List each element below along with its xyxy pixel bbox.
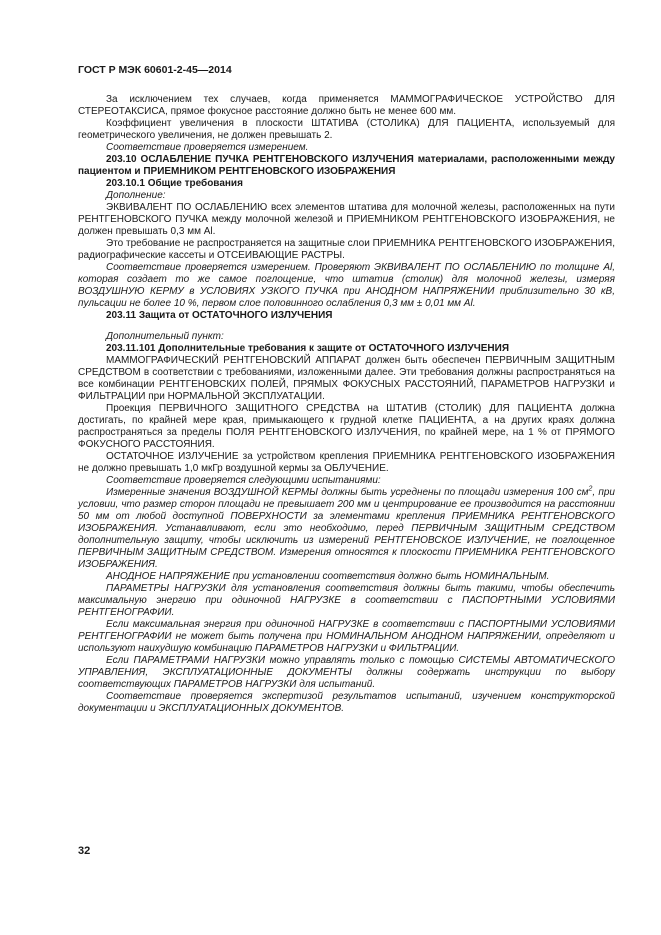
addition-label: Дополнение: [106, 190, 166, 201]
paragraph-air-kerma-measurement: Измеренные значения ВОЗДУШНОЙ КЕРМЫ должны быть усреднены по площади измерения 100 $см^2$, при условии, что размер сторон площади не превышает 200 мм и центрирование ее производится на расстоянии 50 мм от любой доступной ПОВЕРХНОСТИ за элементами крепления ПРИЕМНИКА РЕНТГЕНОВСКОГО ИЗОБРАЖЕНИЯ. Устанавливают, если это необходимо, перед ПЕРВИЧНЫМ ЗАЩИТНЫМ СРЕДСТВОМ дополнительную защиту, чтобы исключить из измерений РЕНТГЕНОВСКОЕ ИЗЛУЧЕНИЕ, не поглощенное ПЕРВИЧНЫМ ЗАЩИТНЫМ СРЕДСТВОМ. Измерения относятся к плоскости ПРИЕМНИКА РЕНТГЕНОВСКОГО ИЗОБРАЖЕНИЯ. [78, 485, 615, 570]
paragraph-loading-factors: ПАРАМЕТРЫ НАГРУЗКИ для установления соответствия должны быть такими, чтобы обеспечить максимальную энергию при одиночной НАГРУЗКЕ в соответствии с ПАСПОРТНЫМИ УСЛОВИЯМИ РЕНТГЕНОГРАФИИ. [78, 583, 615, 618]
paragraph-primary-protection: МАММОГРАФИЧЕСКИЙ РЕНТГЕНОВСКИЙ АППАРАТ должен быть обеспечен ПЕРВИЧНЫМ ЗАЩИТНЫМ СРЕДСТВОМ в соответствии с требованиями, изложенными далее. Эти требования должны распространяться на все комбинации РЕНТГЕНОВСКИХ ПОЛЕЙ, ПРЯМЫХ ФОКУСНЫХ РАССТОЯНИЙ, ПАРАМЕТРОВ НАГРУЗКИ и ФИЛЬТРАЦИИ при НОРМАЛЬНОЙ ЭКСПЛУАТАЦИИ. [78, 355, 615, 402]
paragraph-exclusions: Это требование не распространяется на защитные слои ПРИЕМНИКА РЕНТГЕНОВСКОГО ИЗОБРАЖЕНИЯ, радиографические кассеты и ОТСЕИВАЮЩИЕ РАСТРЫ. [78, 238, 615, 261]
section-heading-203-11: 203.11 Защита от ОСТАТОЧНОГО ИЗЛУЧЕНИЯ [106, 310, 333, 321]
paragraph-focal-distance: За исключением тех случаев, когда применяется МАММОГРАФИЧЕСКОЕ УСТРОЙСТВО ДЛЯ СТЕРЕОТАКСИСА, прямое фокусное расстояние должно быть не менее 600 мм. [78, 94, 615, 117]
document-page [78, 64, 615, 715]
document-header: ГОСТ Р МЭК 60601-2-45—2014 [78, 64, 232, 76]
compliance-note: Соответствие проверяется измерением. [106, 142, 309, 153]
paragraph-residual-radiation: ОСТАТОЧНОЕ ИЗЛУЧЕНИЕ за устройством крепления ПРИЕМНИКА РЕНТГЕНОВСКОГО ИЗОБРАЖЕНИЯ не должно превышать 1,0 мкГр воздушной кермы за ОБЛУЧЕНИЕ. [78, 451, 615, 474]
additional-clause-label: Дополнительный пункт: [106, 331, 224, 342]
section-heading-203-10-1: 203.10.1 Общие требования [106, 178, 243, 189]
compliance-tests-intro: Соответствие проверяется следующими испытаниями: [106, 475, 381, 486]
page-number: 32 [78, 845, 91, 857]
compliance-final: Соответствие проверяется экспертизой результатов испытаний, изучением конструкторской документации и ЭКСПЛУАТАЦИОННЫХ ДОКУМЕНТОВ. [78, 691, 615, 714]
paragraph-automatic-control: Если ПАРАМЕТРАМИ НАГРУЗКИ можно управлять только с помощью СИСТЕМЫ АВТОМАТИЧЕСКОГО УПРАВЛЕНИЯ, ЭКСПЛУАТАЦИОННЫЕ ДОКУМЕНТЫ должны содержать инструкции по выбору соответствующих ПАРАМЕТРОВ НАГРУЗКИ для испытаний. [78, 655, 615, 690]
section-heading-203-10: 203.10 ОСЛАБЛЕНИЕ ПУЧКА РЕНТГЕНОВСКОГО ИЗЛУЧЕНИЯ материалами, расположенными между пациентом и ПРИЕМНИКОМ РЕНТГЕНОВСКОГО ИЗОБРАЖЕНИЯ [78, 154, 615, 177]
compliance-attenuation: Соответствие проверяется измерением. Проверяют ЭКВИВАЛЕНТ ПО ОСЛАБЛЕНИЮ по толщине Al, которая создает то же самое поглощение, что штатив (столик) для молочной железы, измеряя ВОЗДУШНУЮ КЕРМУ в УСЛОВИЯХ УЗКОГО ПУЧКА при АНОДНОМ НАПРЯЖЕНИИ приблизительно 30 кВ, пульсации не более 10 %, первом слое половинного ослабления 0,3 мм ± 0,01 мм Al. [78, 262, 615, 309]
paragraph-magnification: Коэффициент увеличения в плоскости ШТАТИВА (СТОЛИКА) ДЛЯ ПАЦИЕНТА, используемый для геометрического увеличения, не должен превышать 2. [78, 118, 615, 141]
section-heading-203-11-101: 203.11.101 Дополнительные требования к защите от ОСТАТОЧНОГО ИЗЛУЧЕНИЯ [106, 343, 510, 354]
paragraph-anode-voltage: АНОДНОЕ НАПРЯЖЕНИЕ при установлении соответствия должно быть НОМИНАЛЬНЫМ. [106, 571, 550, 582]
paragraph-attenuation-equivalent: ЭКВИВАЛЕНТ ПО ОСЛАБЛЕНИЮ всех элементов штатива для молочной железы, расположенных на пути РЕНТГЕНОВСКОГО ПУЧКА между молочной железой и ПРИЕМНИКОМ РЕНТГЕНОВСКОГО ИЗОБРАЖЕНИЯ, не должен превышать 0,3 мм Al. [78, 202, 615, 237]
paragraph-projection: Проекция ПЕРВИЧНОГО ЗАЩИТНОГО СРЕДСТВА на ШТАТИВ (СТОЛИК) ДЛЯ ПАЦИЕНТА должна достигать, по крайней мере края, примыкающего к грудной клетке ПАЦИЕНТА, а на других краях должна распространяться за пределы ПОЛЯ РЕНТГЕНОВСКОГО ИЗЛУЧЕНИЯ, по крайней мере, на 1 % от ПРЯМОГО ФОКУСНОГО РАССТОЯНИЯ. [78, 403, 615, 450]
paragraph-worst-combination: Если максимальная энергия при одиночной НАГРУЗКЕ в соответствии с ПАСПОРТНЫМИ УСЛОВИЯМИ РЕНТГЕНОГРАФИИ не может быть получена при НОМИНАЛЬНОМ АНОДНОМ НАПРЯЖЕНИИ, определяют и используют наихудшую комбинацию ПАРАМЕТРОВ НАГРУЗКИ и ФИЛЬТРАЦИИ. [78, 619, 615, 654]
